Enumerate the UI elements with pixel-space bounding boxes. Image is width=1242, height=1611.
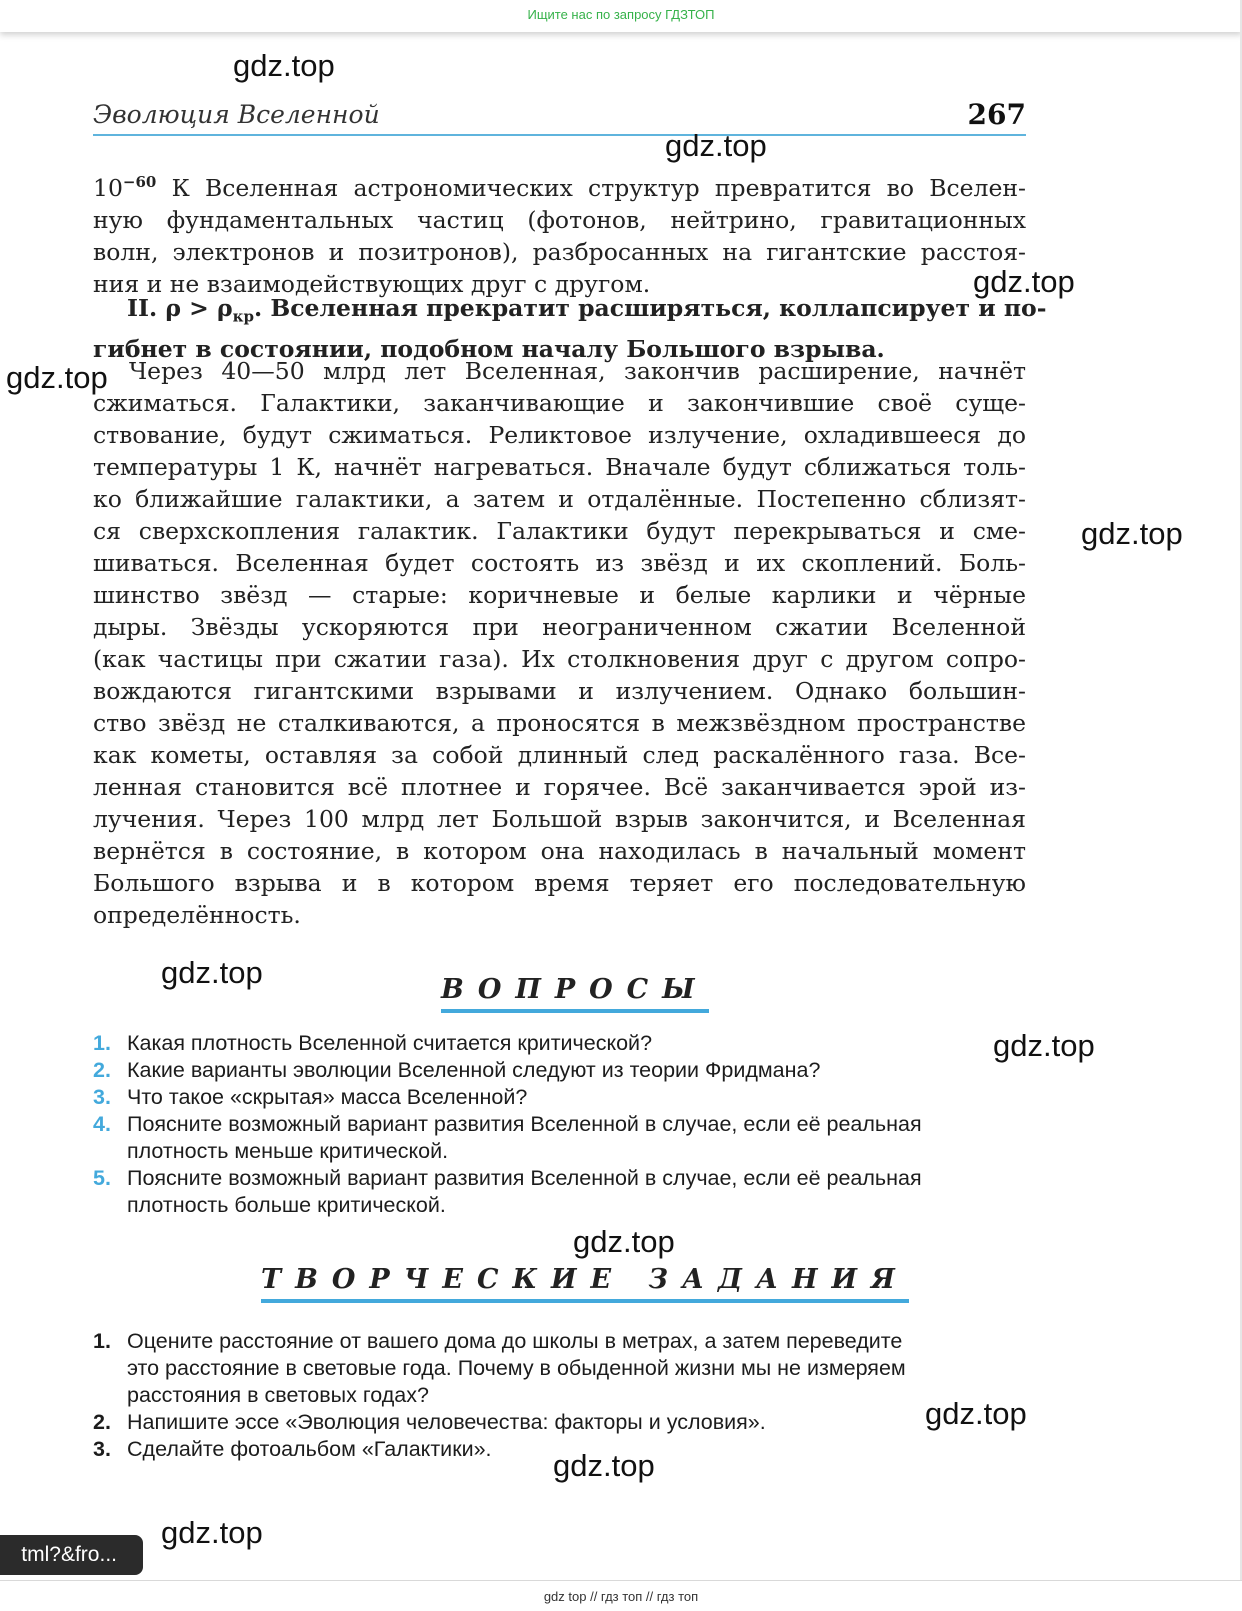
- paragraph-3: [93, 355, 1026, 931]
- paragraph-3-line: ленная становится всё плотнее и горячее. Всё заканчивается эрой из-: [93, 773, 1026, 801]
- questions-heading: ВОПРОСЫ: [441, 974, 709, 1013]
- paragraph-3-line: Через 40—50 млрд лет Вселенная, закончив расширение, начнёт: [129, 357, 1026, 385]
- paragraph-2-line: [93, 292, 1047, 333]
- task-item: [93, 1409, 1033, 1436]
- rho-subscript: кр: [232, 307, 254, 326]
- paragraph-3-line: вождаются гигантскими взрывами и излучением. Однако большин-: [93, 677, 1026, 705]
- watermark: gdz.top: [161, 1515, 263, 1550]
- question-number: 4.: [93, 1112, 111, 1136]
- paragraph-3-line: лучения. Через 100 млрд лет Большой взрыв закончится, и Вселенная: [93, 805, 1026, 833]
- line-text: К Вселенная астрономических структур превратится во Вселен-: [156, 173, 1026, 202]
- url-pill-text: tml?&fro...: [21, 1543, 117, 1566]
- task-item: [93, 1328, 1033, 1409]
- paragraph-3-line: (как частицы при сжатии газа). Их столкновения друг с другом сопро-: [93, 645, 1026, 673]
- tasks-list: [93, 1328, 1033, 1463]
- question-number: 3.: [93, 1085, 111, 1109]
- top-banner-text: Ищите нас по запросу ГДЗТОП: [527, 7, 715, 22]
- question-item: [93, 1111, 1033, 1165]
- paragraph-3-line: как кометы, оставляя за собой длинный след раскалённого газа. Все-: [93, 741, 1026, 769]
- bottom-bar: [0, 1580, 1242, 1611]
- tasks-heading: ТВОРЧЕСКИЕ ЗАДАНИЯ: [261, 1264, 909, 1303]
- watermark: gdz.top: [6, 360, 108, 395]
- top-banner: [0, 0, 1242, 32]
- watermark: gdz.top: [233, 48, 335, 83]
- question-item: [93, 1030, 1033, 1057]
- watermark: gdz.top: [573, 1224, 675, 1259]
- paragraph-2: [93, 292, 1047, 365]
- task-line: Оцените расстояние от вашего дома до школы в метрах, а затем переведите: [127, 1329, 903, 1353]
- question-item: [93, 1165, 1033, 1219]
- exp-base: 10: [93, 173, 123, 202]
- paragraph-3-line: сжиматься. Галактики, заканчивающие и закончившие своё суще-: [93, 389, 1026, 417]
- questions-list: [93, 1030, 1033, 1219]
- watermark: gdz.top: [925, 1396, 1027, 1431]
- task-line: Напишите эссе «Эволюция человечества: факторы и условия».: [127, 1410, 766, 1434]
- chapter-title: Эволюция Вселенной: [93, 100, 380, 129]
- question-line: плотность больше критической.: [127, 1193, 446, 1217]
- paragraph-2-line: гибнет в состоянии, подобном началу Большого взрыва.: [93, 334, 885, 363]
- question-line: Поясните возможный вариант развития Вселенной в случае, если её реальная: [127, 1166, 922, 1190]
- paragraph-3-line: ся сверхскопления галактик. Галактики будут перекрываться и сме-: [93, 517, 1026, 545]
- question-number: 1.: [93, 1031, 111, 1055]
- paragraph-3-line: дыры. Звёзды ускоряются при неограниченном сжатии Вселенной: [93, 613, 1026, 641]
- paragraph-3-line: ко ближайшие галактики, а затем и отдалённые. Постепенно сблизят-: [93, 485, 1026, 513]
- url-pill[interactable]: [0, 1535, 143, 1575]
- paragraph-3-line: шинство звёзд — старые: коричневые и белые карлики и чёрные: [93, 581, 1026, 609]
- paragraph-3-line: ство звёзд не сталкиваются, а проносятся в межзвёздном пространстве: [93, 709, 1026, 737]
- task-line: это расстояние в световые года. Почему в обыденной жизни мы не измеряем: [127, 1356, 906, 1380]
- question-item: [93, 1057, 1033, 1084]
- watermark: gdz.top: [973, 264, 1075, 299]
- exp-power: −60: [122, 173, 157, 191]
- task-number: 1.: [93, 1329, 111, 1353]
- paragraph-1-line: ную фундаментальных частиц (фотонов, нейтрино, гравитационных: [93, 205, 1026, 234]
- paragraph-1-line: [93, 166, 1026, 204]
- task-number: 3.: [93, 1437, 111, 1461]
- question-line: плотность меньше критической.: [127, 1139, 449, 1163]
- question-number: 5.: [93, 1166, 111, 1190]
- watermark: gdz.top: [1081, 516, 1183, 551]
- paragraph-3-line: шиваться. Вселенная будет состоять из звёзд и их скоплений. Боль-: [93, 549, 1026, 577]
- watermark: gdz.top: [665, 128, 767, 163]
- question-line: Какая плотность Вселенной считается критической?: [127, 1031, 653, 1055]
- paragraph-3-line: вернётся в состояние, в котором она находилась в начальный момент: [93, 837, 1026, 865]
- paragraph-3-line: температуры 1 К, начнёт нагреваться. Вначале будут сближаться толь-: [93, 453, 1026, 481]
- question-line: Какие варианты эволюции Вселенной следуют из теории Фридмана?: [127, 1058, 821, 1082]
- paragraph-3-line: Большого взрыва и в котором время теряет его последовательную: [93, 869, 1026, 897]
- bottom-bar-text: gdz top // гдз топ // гдз топ: [543, 1589, 699, 1604]
- task-line: Сделайте фотоальбом «Галактики».: [127, 1437, 492, 1461]
- rho-text: II. ρ > ρ: [127, 294, 233, 322]
- paragraph-1: [93, 166, 1026, 300]
- watermark: gdz.top: [993, 1028, 1095, 1063]
- line-text: . Вселенная прекратит расширяться, коллапсирует и по-: [254, 294, 1047, 322]
- watermark: gdz.top: [553, 1448, 655, 1483]
- paragraph-1-line: ния и не взаимодействующих друг с другом.: [93, 269, 651, 298]
- question-line: Что такое «скрытая» масса Вселенной?: [127, 1085, 528, 1109]
- paragraph-3-line: ствование, будут сжиматься. Реликтовое излучение, охладившееся до: [93, 421, 1026, 449]
- page-number: 267: [967, 98, 1026, 131]
- question-number: 2.: [93, 1058, 111, 1082]
- question-line: Поясните возможный вариант развития Вселенной в случае, если её реальная: [127, 1112, 922, 1136]
- task-number: 2.: [93, 1410, 111, 1434]
- running-head: [93, 100, 1026, 136]
- task-line: расстояния в световых годах?: [127, 1383, 429, 1407]
- paragraph-1-line: волн, электронов и позитронов), разбросанных на гигантские расстоя-: [93, 237, 1026, 266]
- question-item: [93, 1084, 1033, 1111]
- paragraph-3-line: определённость.: [93, 901, 301, 929]
- watermark: gdz.top: [161, 955, 263, 990]
